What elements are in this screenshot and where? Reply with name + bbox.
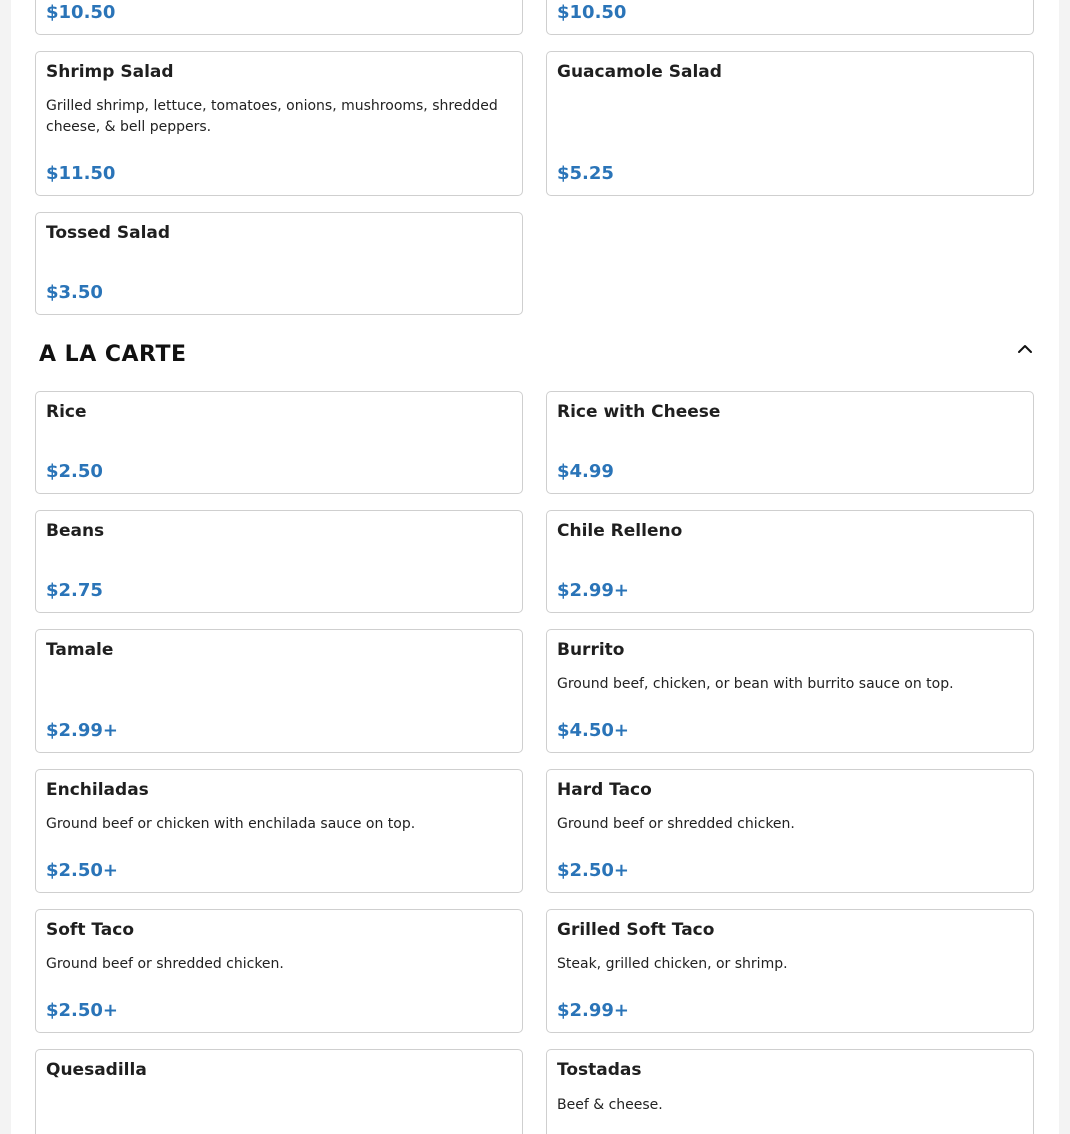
menu-item-price: $10.50 xyxy=(46,2,116,23)
menu-item-description: Beef & cheese. xyxy=(557,1097,663,1113)
menu-item-name: Beans xyxy=(46,521,105,541)
menu-item-price: $10.50 xyxy=(557,2,627,23)
menu-item-price: $2.50+ xyxy=(557,860,630,881)
menu-item-name: Rice xyxy=(46,402,87,422)
menu-item-card[interactable] xyxy=(546,1049,1034,1134)
menu-item-price: $2.50 xyxy=(46,461,103,482)
menu-item-name: Grilled Soft Taco xyxy=(557,920,715,940)
menu-item-card[interactable] xyxy=(546,510,1034,613)
menu-item-description: Grilled shrimp, lettuce, tomatoes, onions, mushrooms, shredded cheese, & bell peppers. xyxy=(46,98,498,135)
menu-item-card[interactable] xyxy=(35,510,523,613)
menu-item-name: Soft Taco xyxy=(46,920,134,940)
menu-item-card[interactable] xyxy=(35,391,523,494)
menu-item-card[interactable] xyxy=(546,769,1034,893)
menu-item-card[interactable] xyxy=(35,629,523,753)
menu-item-price: $2.75 xyxy=(46,580,103,601)
section-title: A LA CARTE xyxy=(39,342,187,367)
menu-item-name: Quesadilla xyxy=(46,1060,147,1080)
menu-item-price: $4.99 xyxy=(557,461,614,482)
menu-item-card[interactable] xyxy=(35,769,523,893)
menu-item-name: Enchiladas xyxy=(46,780,149,800)
menu-item-description: Ground beef or chicken with enchilada sauce on top. xyxy=(46,816,416,832)
menu-item-price: $3.50 xyxy=(46,282,103,303)
menu-item-name: Chile Relleno xyxy=(557,521,683,541)
menu-item-price: $4.50+ xyxy=(557,720,630,741)
menu-item-card[interactable] xyxy=(35,212,523,315)
menu-item-price: $5.25 xyxy=(557,163,614,184)
menu-item-card[interactable] xyxy=(546,0,1034,35)
menu-item-card[interactable] xyxy=(546,909,1034,1033)
menu-item-price: $11.50 xyxy=(46,163,116,184)
menu-item-price: $2.99+ xyxy=(557,1000,630,1021)
menu-item-card[interactable] xyxy=(35,909,523,1033)
menu-item-card[interactable] xyxy=(35,0,523,35)
menu-item-name: Burrito xyxy=(557,640,625,660)
menu-item-card[interactable] xyxy=(546,51,1034,196)
menu-item-description: Ground beef or shredded chicken. xyxy=(557,816,795,832)
menu-item-name: Tostadas xyxy=(557,1060,642,1080)
section-collapse-button[interactable] xyxy=(1011,336,1039,362)
menu-item-name: Tossed Salad xyxy=(46,223,171,243)
menu-page xyxy=(11,0,1059,1134)
menu-item-description: Ground beef, chicken, or bean with burrito sauce on top. xyxy=(557,676,954,692)
menu-item-name: Hard Taco xyxy=(557,780,652,800)
menu-item-card[interactable] xyxy=(35,51,523,196)
menu-item-card[interactable] xyxy=(546,629,1034,753)
menu-item-price: $2.50+ xyxy=(46,860,119,881)
menu-item-description: Ground beef or shredded chicken. xyxy=(46,956,284,972)
menu-item-price: $2.50+ xyxy=(46,1000,119,1021)
menu-item-name: Shrimp Salad xyxy=(46,62,174,82)
menu-item-name: Tamale xyxy=(46,640,114,660)
menu-item-price: $2.99+ xyxy=(557,580,630,601)
menu-item-card[interactable] xyxy=(35,1049,523,1134)
menu-item-name: Rice with Cheese xyxy=(557,402,721,422)
menu-item-price: $2.99+ xyxy=(46,720,119,741)
chevron-up-icon xyxy=(1011,336,1039,362)
menu-item-description: Steak, grilled chicken, or shrimp. xyxy=(557,956,788,972)
menu-item-card[interactable] xyxy=(546,391,1034,494)
menu-item-name: Guacamole Salad xyxy=(557,62,722,82)
